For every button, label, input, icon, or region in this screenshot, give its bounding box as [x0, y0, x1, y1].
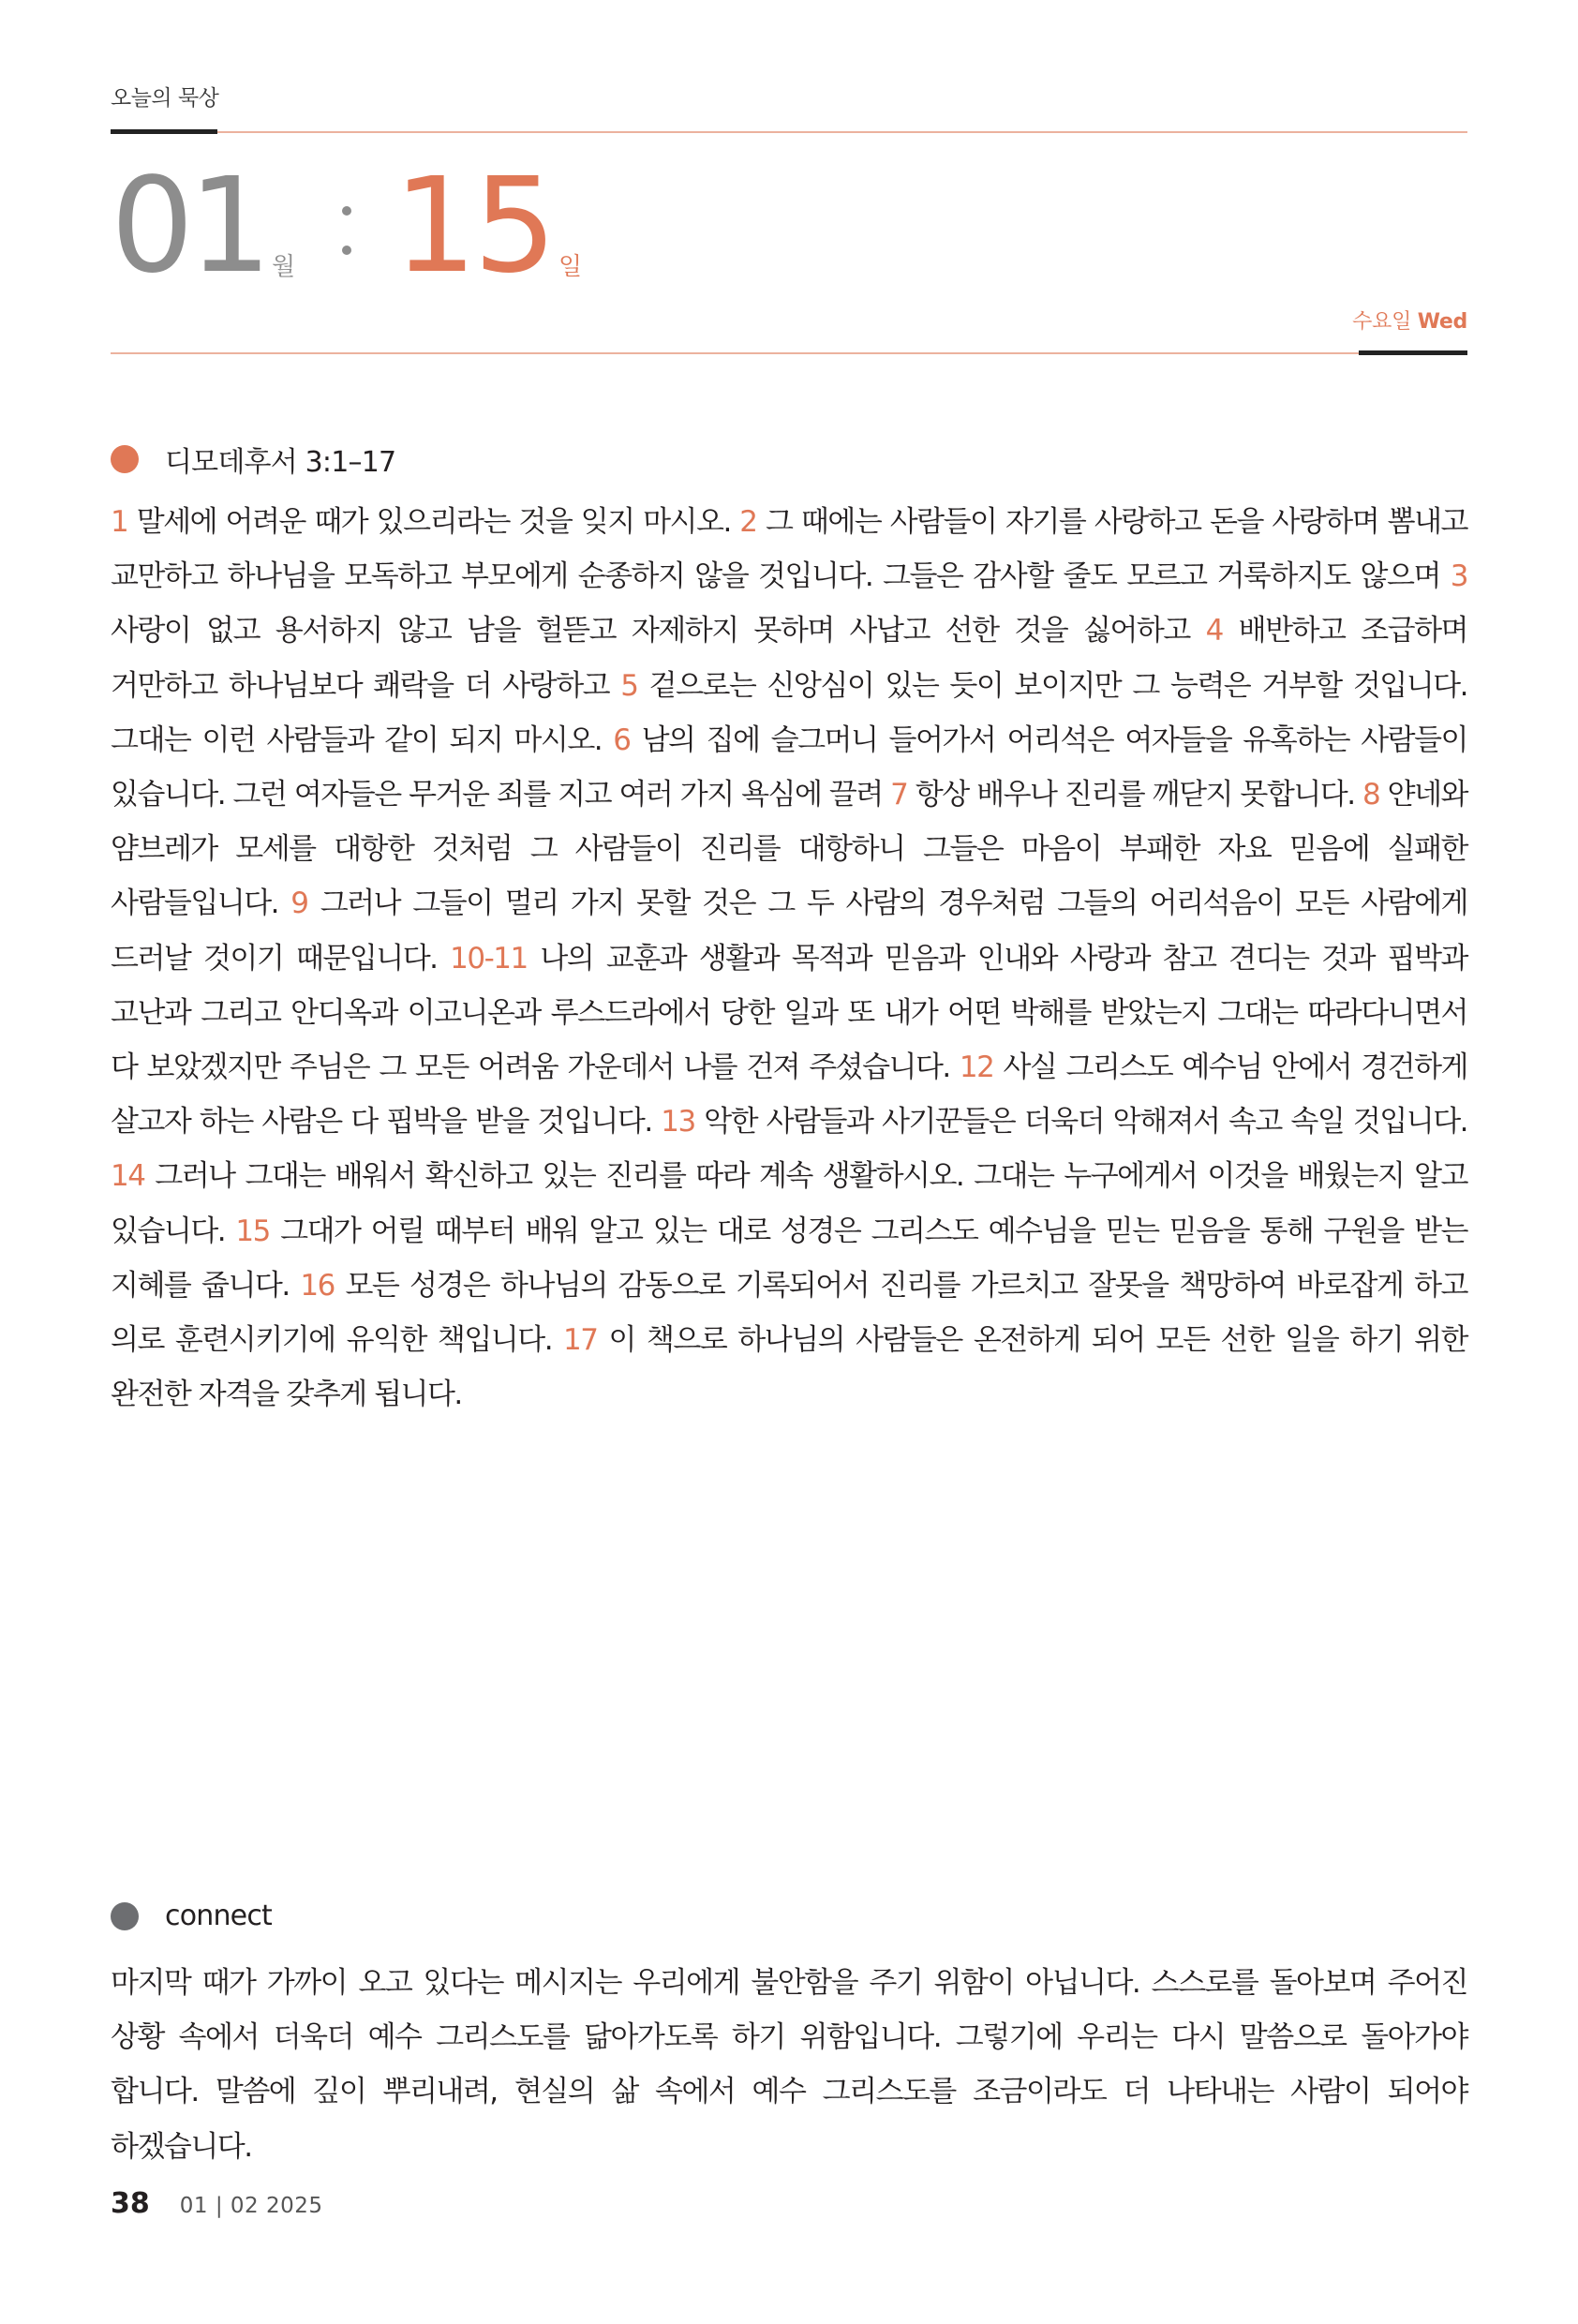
- middle-rule: [111, 352, 1467, 354]
- verse-number: 5: [620, 668, 638, 703]
- page-footer: [111, 2187, 323, 2220]
- day-unit: 일: [558, 253, 583, 281]
- verse-text: 사랑이 없고 용서하지 않고 남을 헐뜯고 자제하지 못하며 사납고 선한 것을 싫어하고: [111, 614, 1206, 648]
- connect-heading: [111, 1899, 272, 1932]
- verse-text: 배반하고 조급하며 거만하고 하나님보다 쾌락을 더 사랑하고: [111, 614, 1467, 703]
- verse-text: 그러나 그대는 배워서 확신하고 있는 진리를 따라 계속 생활하시오. 그대는 누구에게서 이것을 배웠는지 알고 있습니다.: [111, 1159, 1467, 1248]
- top-rule: [111, 131, 1467, 133]
- verse-text: 사실 그리스도 예수님 안에서 경건하게 살고자 하는 사람은 다 핍박을 받을 것입니다.: [111, 1050, 1467, 1140]
- date-display: [111, 152, 1048, 302]
- month-number: 01: [111, 150, 267, 303]
- month-unit: 월: [272, 253, 296, 281]
- gray-bullet-icon: [111, 1902, 139, 1930]
- colon-dot-bottom: [342, 246, 351, 255]
- verse-number: 7: [890, 778, 908, 812]
- verse-number: 16: [300, 1268, 335, 1303]
- verse-number: 10-11: [450, 941, 528, 976]
- verse-number: 15: [235, 1214, 270, 1248]
- colon-dot-top: [342, 206, 351, 216]
- middle-rule-accent: [1359, 350, 1467, 355]
- verse-text: 그러나 그들이 멀리 가지 못할 것은 그 두 사람의 경우처럼 그들의 어리석음이 모든 사람에게 드러날 것이기 때문입니다.: [111, 886, 1467, 976]
- verse-number: 1: [111, 505, 128, 539]
- scripture-text: [111, 495, 1467, 1422]
- section-header-label: 오늘의 묵상: [111, 86, 219, 111]
- verse-number: 2: [739, 505, 757, 539]
- day-number: 15: [394, 150, 554, 303]
- verse-text: 말세에 어려운 때가 있으리라는 것을 잊지 마시오.: [127, 505, 740, 539]
- verse-text: 모든 성경은 하나님의 감동으로 기록되어서 진리를 가르치고 잘못을 책망하여 바로잡게 하고 의로 훈련시키기에 유익한 책입니다.: [111, 1268, 1467, 1358]
- verse-text: 겉으로는 신앙심이 있는 듯이 보이지만 그 능력은 거부할 것입니다. 그대는 이런 사람들과 같이 되지 마시오.: [111, 668, 1467, 757]
- verse-number: 3: [1450, 559, 1467, 594]
- verse-text: 얀네와 얌브레가 모세를 대항한 것처럼 그 사람들이 진리를 대항하니 그들은 마음이 부패한 자요 믿음에 실패한 사람들입니다.: [111, 778, 1467, 921]
- verse-text: 항상 배우나 진리를 깨닫지 못합니다.: [907, 778, 1362, 812]
- orange-bullet-icon: [111, 445, 139, 473]
- verse-number: 6: [613, 723, 631, 757]
- verse-number: 9: [290, 886, 308, 921]
- scripture-reference: 디모데후서 3:1–17: [165, 446, 396, 479]
- weekday-english: Wed: [1417, 310, 1467, 334]
- connect-body: 마지막 때가 가까이 오고 있다는 메시지는 우리에게 불안함을 주기 위함이 아닙니다. 스스로를 돌아보며 주어진 상황 속에서 더욱더 예수 그리스도를 닮아가도록 하기 위함입니다. 그렇기에 우리는 다시 말씀으로 돌아가야 합니다. 말씀에 깊이 뿌리내려, 현실의 삶 속에서 예수 그리스도를 조금이라도 더 나타내는 사람이 되어야 하겠습니다.: [111, 1966, 1467, 2164]
- verse-text: 악한 사람들과 사기꾼들은 더욱더 악해져서 속고 속일 것입니다.: [694, 1105, 1468, 1140]
- weekday-korean: 수요일: [1352, 310, 1412, 334]
- verse-text: 그대가 어릴 때부터 배워 알고 있는 대로 성경은 그리스도 예수님을 믿는 믿음을 통해 구원을 받는 지혜를 줍니다.: [111, 1214, 1467, 1303]
- verse-number: 4: [1205, 614, 1223, 648]
- verse-number: 17: [563, 1323, 598, 1358]
- verse-text: 남의 집에 슬그머니 들어가서 어리석은 여자들을 유혹하는 사람들이 있습니다. 그런 여자들은 무거운 죄를 지고 여러 가지 욕심에 끌려: [111, 723, 1467, 812]
- verse-text: 이 책으로 하나님의 사람들은 온전하게 되어 모든 선한 일을 하기 위한 완전한 자격을 갖추게 됩니다.: [111, 1323, 1467, 1412]
- top-rule-accent: [111, 129, 217, 134]
- verse-text: 그 때에는 사람들이 자기를 사랑하고 돈을 사랑하며 뽐내고 교만하고 하나님을 모독하고 부모에게 순종하지 않을 것입니다. 그들은 감사할 줄도 모르고 거룩하지도 않으며: [111, 505, 1467, 594]
- verse-number: 8: [1362, 778, 1380, 812]
- scripture-heading: [111, 439, 395, 480]
- verse-number: 14: [111, 1159, 145, 1194]
- connect-title: connect: [165, 1899, 272, 1932]
- page-number: 38: [111, 2187, 150, 2220]
- issue-label: 01 | 02 2025: [179, 2194, 323, 2218]
- verse-number: 12: [959, 1050, 994, 1085]
- verse-text: 나의 교훈과 생활과 목적과 믿음과 인내와 사랑과 참고 견디는 것과 핍박과 고난과 그리고 안디옥과 이고니온과 루스드라에서 당한 일과 또 내가 어떤 박해를 받았는지 그대는 따라다니면서 다 보았겠지만 주님은 그 모든 어려움 가운데서 나를 건져 주셨습니다.: [111, 941, 1467, 1085]
- verse-number: 13: [661, 1105, 695, 1140]
- weekday: [1352, 305, 1467, 335]
